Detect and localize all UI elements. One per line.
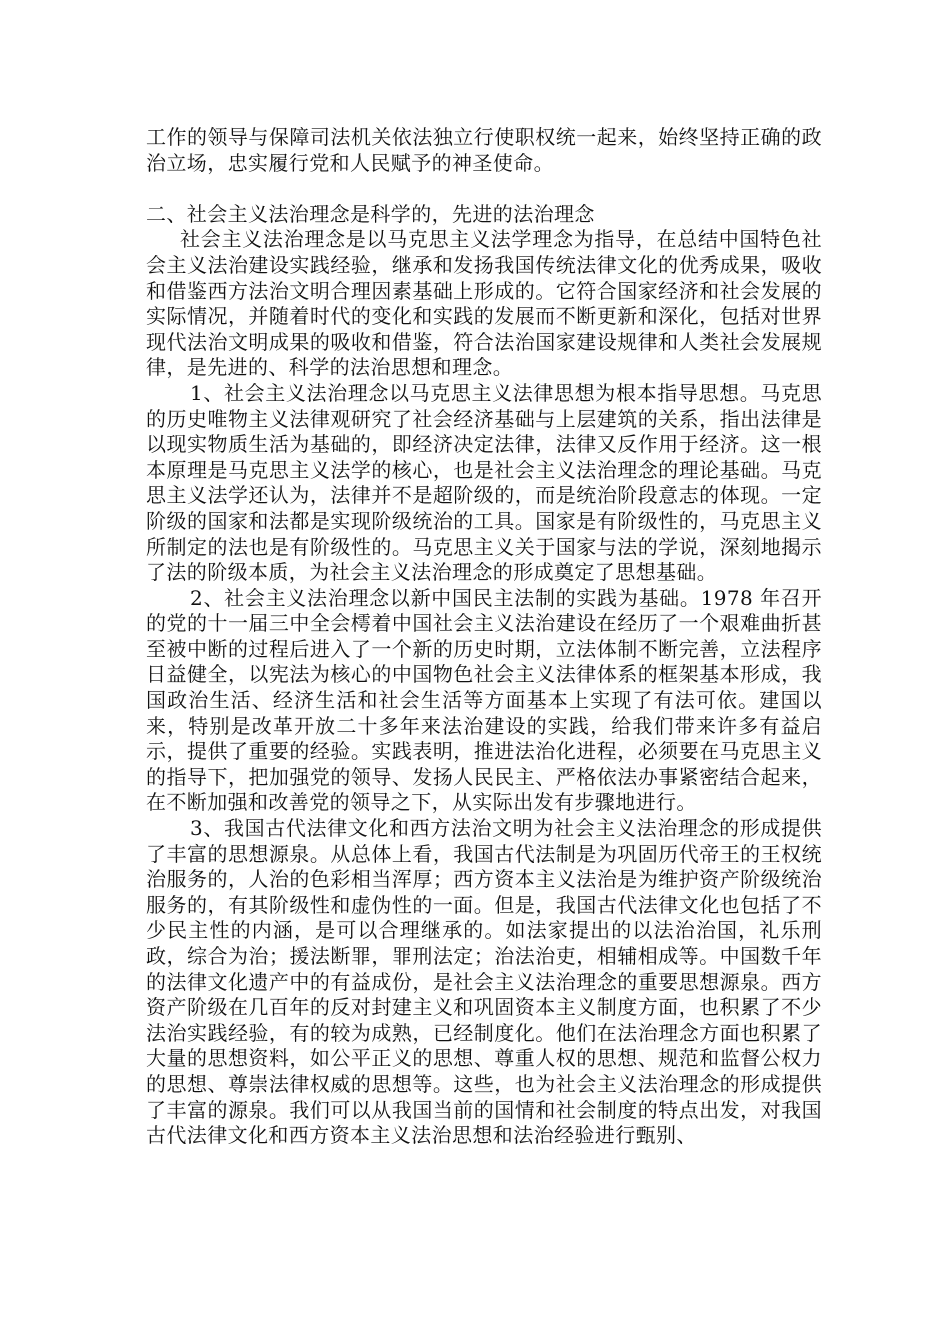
- paragraph-point-3: 3、我国古代法律文化和西方法治文明为社会主义法治理念的形成提供了丰富的思想源泉。从总体上看，我国古代法制是为巩固历代帝王的王权统治服务的，人治的色彩相当浑厚；西方资本主义法治是为维护资产阶级统治服务的，有其阶级性和虚伪性的一面。但是，我国古代法律文化也包括了不少民主性的内涵，是可以合理继承的。如法家提出的以法治治国，礼乐刑政，综合为治；援法断罪，罪刑法定；治法治吏，相辅相成等。中国数千年的法律文化遗产中的有益成份，是社会主义法治理念的重要思想源泉。西方资产阶级在几百年的反对封建主义和巩固资本主义制度方面，也积累了不少法治实践经验，有的较为成熟，已经制度化。他们在法治理念方面也积累了大量的思想资料，如公平正义的思想、尊重人权的思想、规范和监督公权力的思想、尊崇法律权威的思想等。这些，也为社会主义法治理念的形成提供了丰富的源泉。我们可以从我国当前的国情和社会制度的特点出发，对我国古代法律文化和西方资本主义法治思想和法治经验进行甄别、: [146, 816, 822, 1148]
- paragraph-continuation: 工作的领导与保障司法机关依法独立行使职权统一起来，始终坚持正确的政治立场，忠实履行党和人民赋予的神圣使命。: [146, 125, 822, 175]
- section-heading: 二、社会主义法治理念是科学的，先进的法治理念: [146, 201, 595, 226]
- document-body: [146, 125, 822, 1149]
- paragraph-spacer: [146, 176, 822, 202]
- paragraph-intro: 社会主义法治理念是以马克思主义法学理念为指导，在总结中国特色社会主义法治建设实践经验，继承和发扬我国传统法律文化的优秀成果，吸收和借鉴西方法治文明合理因素基础上形成的。它符合国家经济和社会发展的实际情况，并随着时代的变化和实践的发展而不断更新和深化，包括对世界现代法治文明成果的吸收和借鉴，符合法治国家建设规律和人类社会发展规律，是先进的、科学的法治思想和理念。: [146, 227, 822, 380]
- paragraph-point-2: 2、社会主义法治理念以新中国民主法制的实践为基础。1978 年召开的党的十一届三中全会樗着中国社会主义法治建设在经历了一个艰难曲折甚至被中断的过程后进入了一个新的历史时期，立法体制不断完善，立法程序日益健全，以宪法为核心的中国物色社会主义法律体系的框架基本形成，我国政治生活、经济生活和社会生活等方面基本上实现了有法可依。建国以来，特别是改革开放二十多年来法治建设的实践，给我们带来许多有益启示，提供了重要的经验。实践表明，推进法治化进程，必须要在马克思主义的指导下，把加强党的领导、发扬人民民主、严格依法办事紧密结合起来，在不断加强和改善党的领导之下，从实际出发有步骤地进行。: [146, 585, 822, 815]
- paragraph-point-1: 1、社会主义法治理念以马克思主义法律思想为根本指导思想。马克思的历史唯物主义法律观研究了社会经济基础与上层建筑的关系，指出法律是以现实物质生活为基础的，即经济决定法律，法律又反作用于经济。这一根本原理是马克思主义法学的核心，也是社会主义法治理念的理论基础。马克思主义法学还认为，法律并不是超阶级的，而是统治阶段意志的体现。一定阶级的国家和法都是实现阶级统治的工具。国家是有阶级性的，马克思主义所制定的法也是有阶级性的。马克思主义关于国家与法的学说，深刻地揭示了法的阶级本质，为社会主义法治理念的形成奠定了思想基础。: [146, 380, 822, 585]
